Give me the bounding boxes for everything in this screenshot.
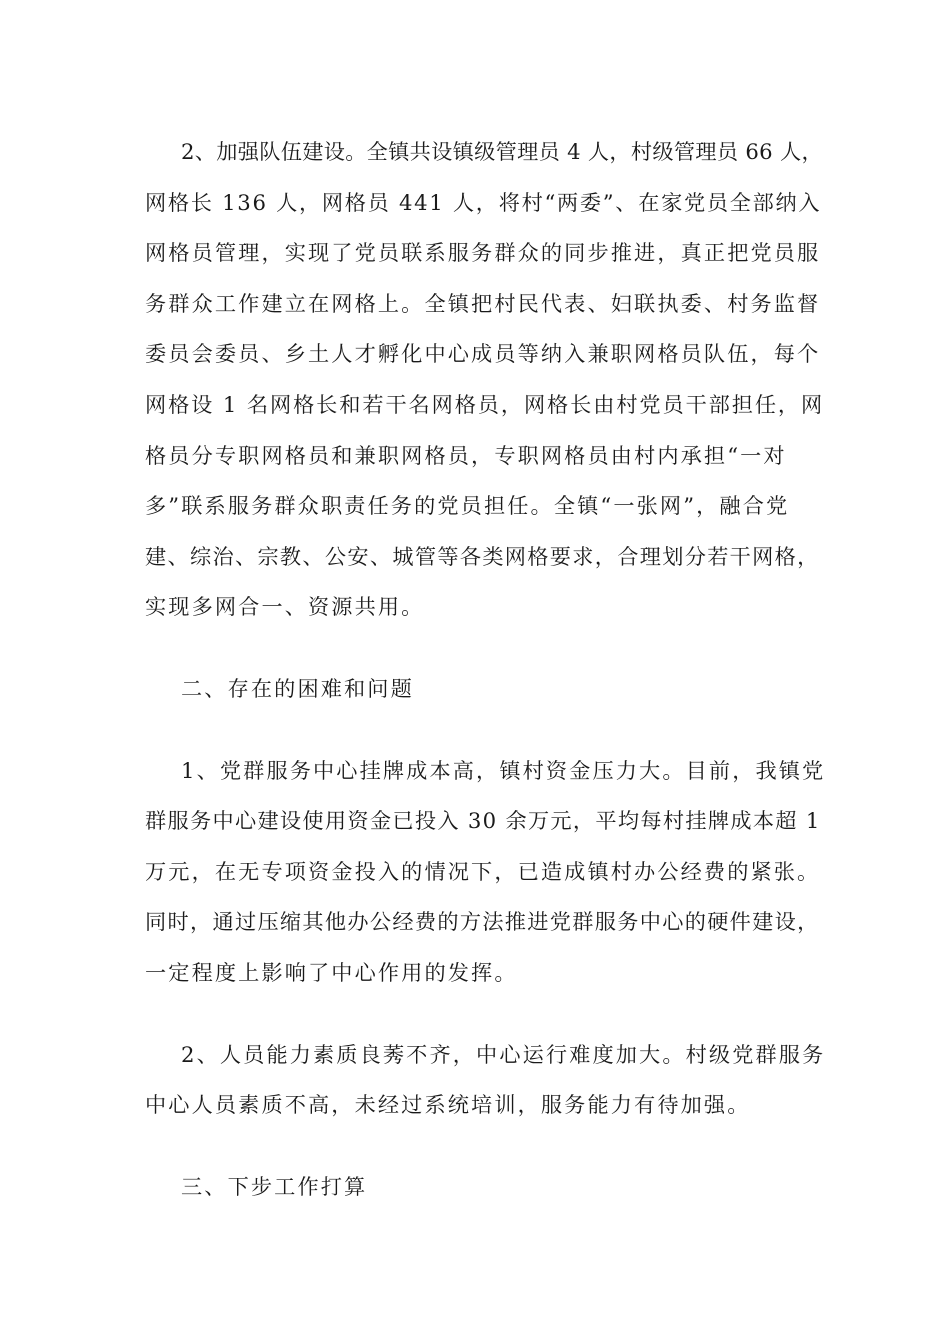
document-body [145, 127, 825, 1212]
paragraph-gap [145, 633, 825, 664]
text-line: 一定程度上影响了中心作用的发挥。 [145, 959, 518, 985]
text-line: 2、人员能力素质良莠不齐，中心运行难度加大。村级党群服务 [181, 1041, 826, 1067]
section-heading-next-steps: 三、下步工作打算 [181, 1173, 368, 1199]
text-line: 委员会委员、乡土人才孵化中心成员等纳入兼职网格员队伍，每个 [145, 341, 821, 367]
paragraph-problem-funding [145, 746, 825, 999]
paragraph-team-building [145, 127, 825, 633]
paragraph-problem-staff [145, 1030, 825, 1131]
text-line: 建、综治、宗教、公安、城管等各类网格要求，合理划分若干网格， [145, 543, 820, 569]
text-line: 同时，通过压缩其他办公经费的方法推进党群服务中心的硬件建设， [145, 909, 820, 935]
text-line: 万元，在无专项资金投入的情况下，已造成镇村办公经费的紧张。 [145, 858, 821, 884]
paragraph-gap [145, 999, 825, 1030]
text-line: 实现多网合一、资源共用。 [145, 594, 425, 620]
text-line: 2、加强队伍建设。全镇共设镇级管理员 4 人，村级管理员 66 人， [181, 139, 823, 164]
text-line: 格员分专职网格员和兼职网格员，专职网格员由村内承担“一对 [145, 442, 787, 468]
text-line: 网格长 136 人，网格员 441 人，将村“两委”、在家党员全部纳入 [145, 189, 822, 215]
text-line: 网格设 1 名网格长和若干名网格员，网格长由村党员干部担任，网 [145, 391, 825, 417]
text-line: 网格员管理，实现了党员联系服务群众的同步推进，真正把党员服 [145, 240, 821, 266]
text-line: 多”联系服务群众职责任务的党员担任。全镇“一张网”，融合党 [145, 493, 790, 519]
paragraph-gap [145, 715, 825, 746]
paragraph-gap [145, 1131, 825, 1162]
text-line: 群服务中心建设使用资金已投入 30 余万元，平均每村挂牌成本超 1 [145, 808, 821, 834]
section-heading-problems: 二、存在的困难和问题 [181, 675, 414, 701]
text-line: 务群众工作建立在网格上。全镇把村民代表、妇联执委、村务监督 [145, 290, 821, 316]
text-line: 1、党群服务中心挂牌成本高，镇村资金压力大。目前，我镇党 [181, 757, 826, 783]
text-line: 中心人员素质不高，未经过系统培训，服务能力有待加强。 [145, 1092, 751, 1118]
